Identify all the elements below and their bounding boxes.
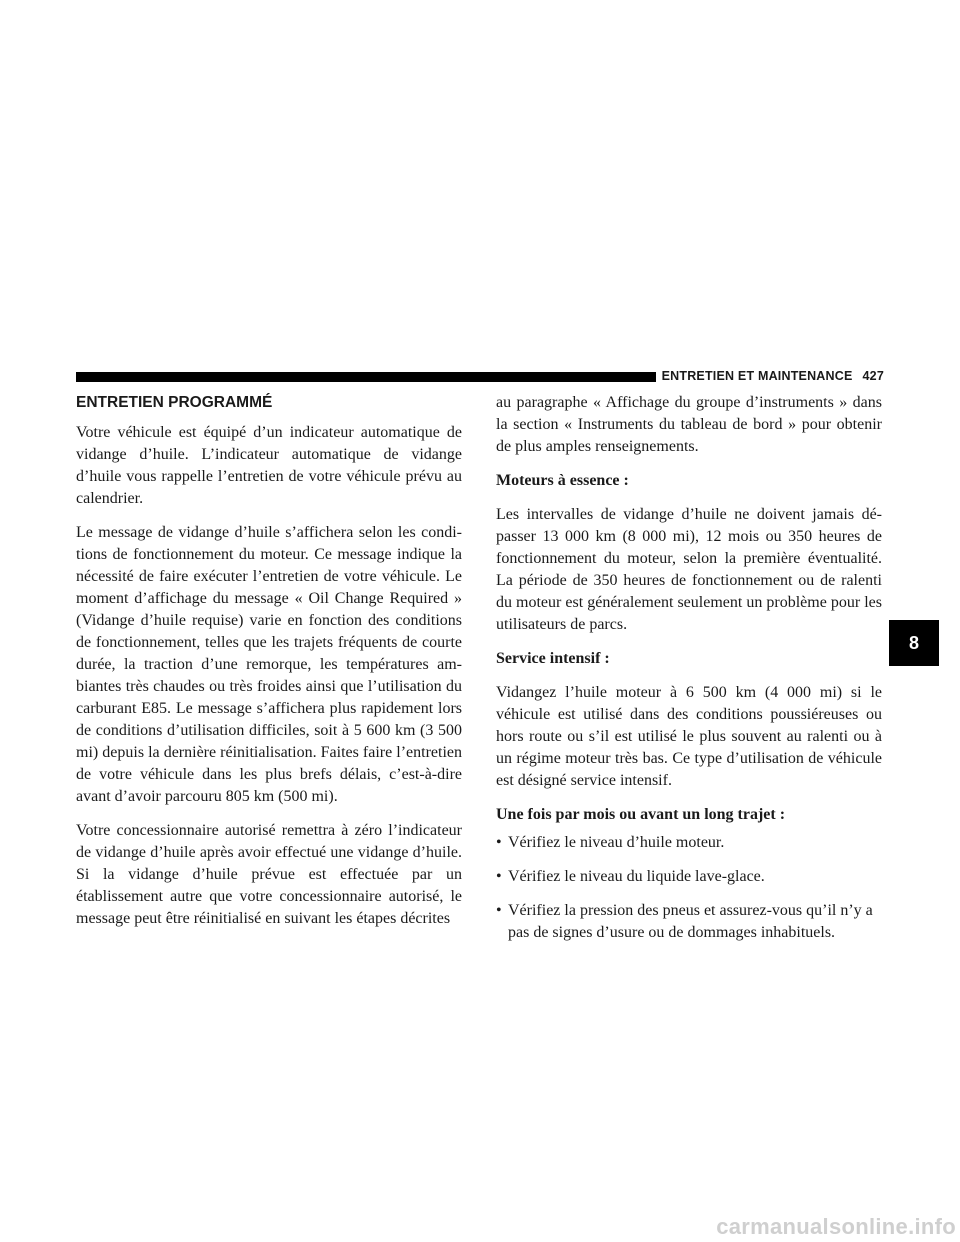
- bullet-icon: •: [496, 834, 502, 851]
- gas-engines-heading: Moteurs à essence :: [496, 472, 629, 489]
- list-item: [496, 866, 882, 888]
- header-rule: [76, 372, 656, 382]
- bullet-icon: •: [496, 868, 502, 885]
- paragraph-intro: Votre véhicule est équipé d’un indicateur automatique de vidange d’huile. L’indicateur automatique de vidange d’huile vous rappelle l’entretien de votre véhicule prévu au calendrier.: [76, 424, 462, 507]
- paragraph-oil-message: Le message de vidange d’huile s’affichera selon les condi-tions de fonctionnement du moteur. Ce message indique la nécessité de faire exécuter l’entretien de votre véhicule. Le moment d’affichage du message « Oil Change Required » (Vidange d’huile requise) varie en fonction des conditions de fonctionnement, telles que les trajets fréquents de courte durée, la traction d’une remorque, les températures am-biantes très chaudes ou très froides ainsi que l’utilisation du carburant E85. Le message s’affichera plus rapidement lors de conditions d’utilisation difficiles, soit à 5 600 km (3 500 mi) depuis la dernière réinitialisation. Faites faire l’entretien de votre véhicule dans les plus brefs délais, c’est-à-dire avant d’avoir parcouru 805 km (500 mi).: [76, 524, 462, 805]
- chapter-tab: 8: [889, 620, 939, 666]
- monthly-heading: Une fois par mois ou avant un long trajet :: [496, 806, 786, 823]
- severe-service-text: Vidangez l’huile moteur à 6 500 km (4 000 mi) si le véhicule est utilisé dans des conditions poussiéreuses ou hors route ou s’il est utilisé le plus souvent au ralenti ou à un régime moteur très bas. Ce type d’utilisation de véhicule est désigné service intensif.: [496, 684, 882, 789]
- watermark: carmanualsonline.info: [716, 1214, 956, 1239]
- left-column: [76, 392, 462, 942]
- list-item: [496, 832, 882, 854]
- list-item-text: Vérifiez le niveau du liquide lave-glace.: [508, 868, 765, 885]
- list-item-text: Vérifiez la pression des pneus et assurez-vous qu’il n’y a pas de signes d’usure ou de dommages inhabituels.: [508, 902, 873, 941]
- page-number: 427: [862, 369, 884, 383]
- paragraph-reset: Votre concessionnaire autorisé remettra à zéro l’indicateur de vidange d’huile après avoir effectué une vidange d’huile. Si la vidange d’huile prévue est effectuée par un établissement autre que votre concessionnaire autorisé, le message peut être réinitialisé en suivant les étapes décrites: [76, 822, 462, 927]
- right-column: [496, 392, 882, 956]
- severe-service-heading: Service intensif :: [496, 650, 610, 667]
- list-item: [496, 900, 882, 944]
- running-header: [656, 369, 884, 383]
- paragraph-continuation: au paragraphe « Affichage du groupe d’instruments » dans la section « Instruments du tableau de bord » pour obtenir de plus amples renseignements.: [496, 394, 882, 455]
- bullet-icon: •: [496, 902, 502, 919]
- header-section-title: ENTRETIEN ET MAINTENANCE: [661, 369, 853, 383]
- monthly-checklist: [496, 832, 882, 944]
- gas-engines-text: Les intervalles de vidange d’huile ne doivent jamais dé-passer 13 000 km (8 000 mi), 12 mois ou 350 heures de fonctionnement du moteur, selon la première éventualité. La période de 350 heures de fonctionnement ou de ralenti du moteur est généralement seulement un problème pour les utilisateurs de parcs.: [496, 506, 882, 633]
- list-item-text: Vérifiez le niveau d’huile moteur.: [508, 834, 725, 851]
- section-title: ENTRETIEN PROGRAMMÉ: [76, 394, 273, 411]
